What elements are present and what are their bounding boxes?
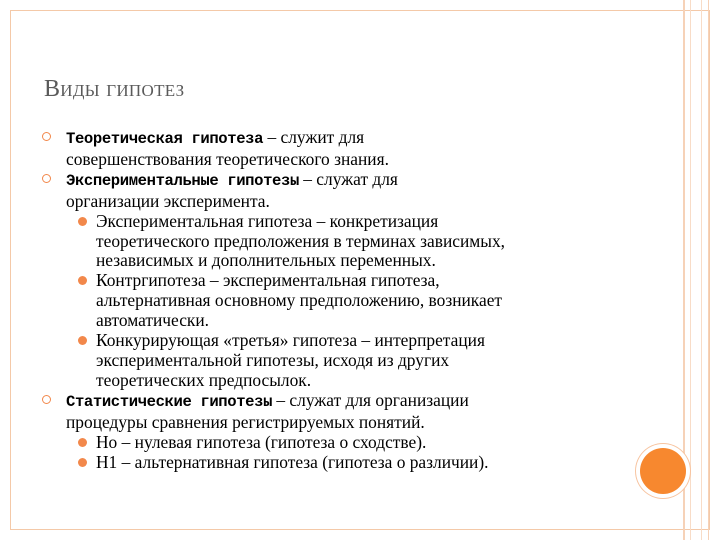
line: теоретического предположения в терминах зависимых, bbox=[96, 230, 506, 251]
line: Конкурирующая «третья» гипотеза – интерпретация bbox=[96, 330, 485, 351]
line: – служат для организации bbox=[276, 389, 469, 410]
line: экспериментальной гипотезы, исходя из других bbox=[96, 349, 450, 370]
term: Теоретическая гипотеза bbox=[66, 130, 264, 148]
list-item bbox=[40, 170, 640, 212]
slide-title: Виды гипотез bbox=[44, 76, 185, 102]
sub-list-item bbox=[40, 331, 640, 391]
line: Экспериментальная гипотеза – конкретизация bbox=[96, 210, 439, 231]
filled-circle-bullet-icon bbox=[78, 458, 87, 467]
bullet-list bbox=[40, 128, 640, 472]
line: альтернативная основному предположению, возникает bbox=[96, 290, 503, 311]
hollow-circle-bullet-icon bbox=[42, 132, 51, 141]
line: – служит для bbox=[267, 127, 365, 147]
filled-circle-bullet-icon bbox=[78, 336, 87, 345]
line: независимых и дополнительных переменных. bbox=[96, 250, 436, 271]
filled-circle-bullet-icon bbox=[78, 438, 87, 447]
sub-list-item bbox=[40, 433, 640, 453]
filled-circle-bullet-icon bbox=[78, 217, 87, 226]
list-item bbox=[40, 128, 640, 170]
line: Н1 – альтернативная гипотеза (гипотеза о различии). bbox=[96, 451, 489, 472]
term: Статистические гипотезы bbox=[66, 392, 273, 411]
line: автоматически. bbox=[96, 310, 210, 331]
term: Экспериментальные гипотезы bbox=[66, 171, 299, 190]
line: совершенствования теоретического знания. bbox=[66, 148, 389, 169]
filled-circle-bullet-icon bbox=[78, 276, 87, 285]
decorative-strip-inner bbox=[690, 0, 702, 540]
line: организации эксперимента. bbox=[66, 190, 270, 211]
hollow-circle-bullet-icon bbox=[42, 395, 51, 404]
sub-list-item bbox=[40, 271, 640, 331]
sub-list-item bbox=[40, 212, 640, 272]
line: процедуры сравнения регистрируемых понятий. bbox=[66, 411, 425, 432]
line: Но – нулевая гипотеза (гипотеза о сходстве). bbox=[96, 431, 427, 452]
line: Контргипотеза – экспериментальная гипотеза, bbox=[96, 270, 440, 291]
decorative-circle bbox=[640, 448, 686, 494]
sub-list-item bbox=[40, 453, 640, 473]
line: теоретических предпосылок. bbox=[96, 369, 312, 390]
line: – служат для bbox=[303, 168, 398, 189]
hollow-circle-bullet-icon bbox=[42, 174, 51, 183]
list-item bbox=[40, 391, 640, 433]
